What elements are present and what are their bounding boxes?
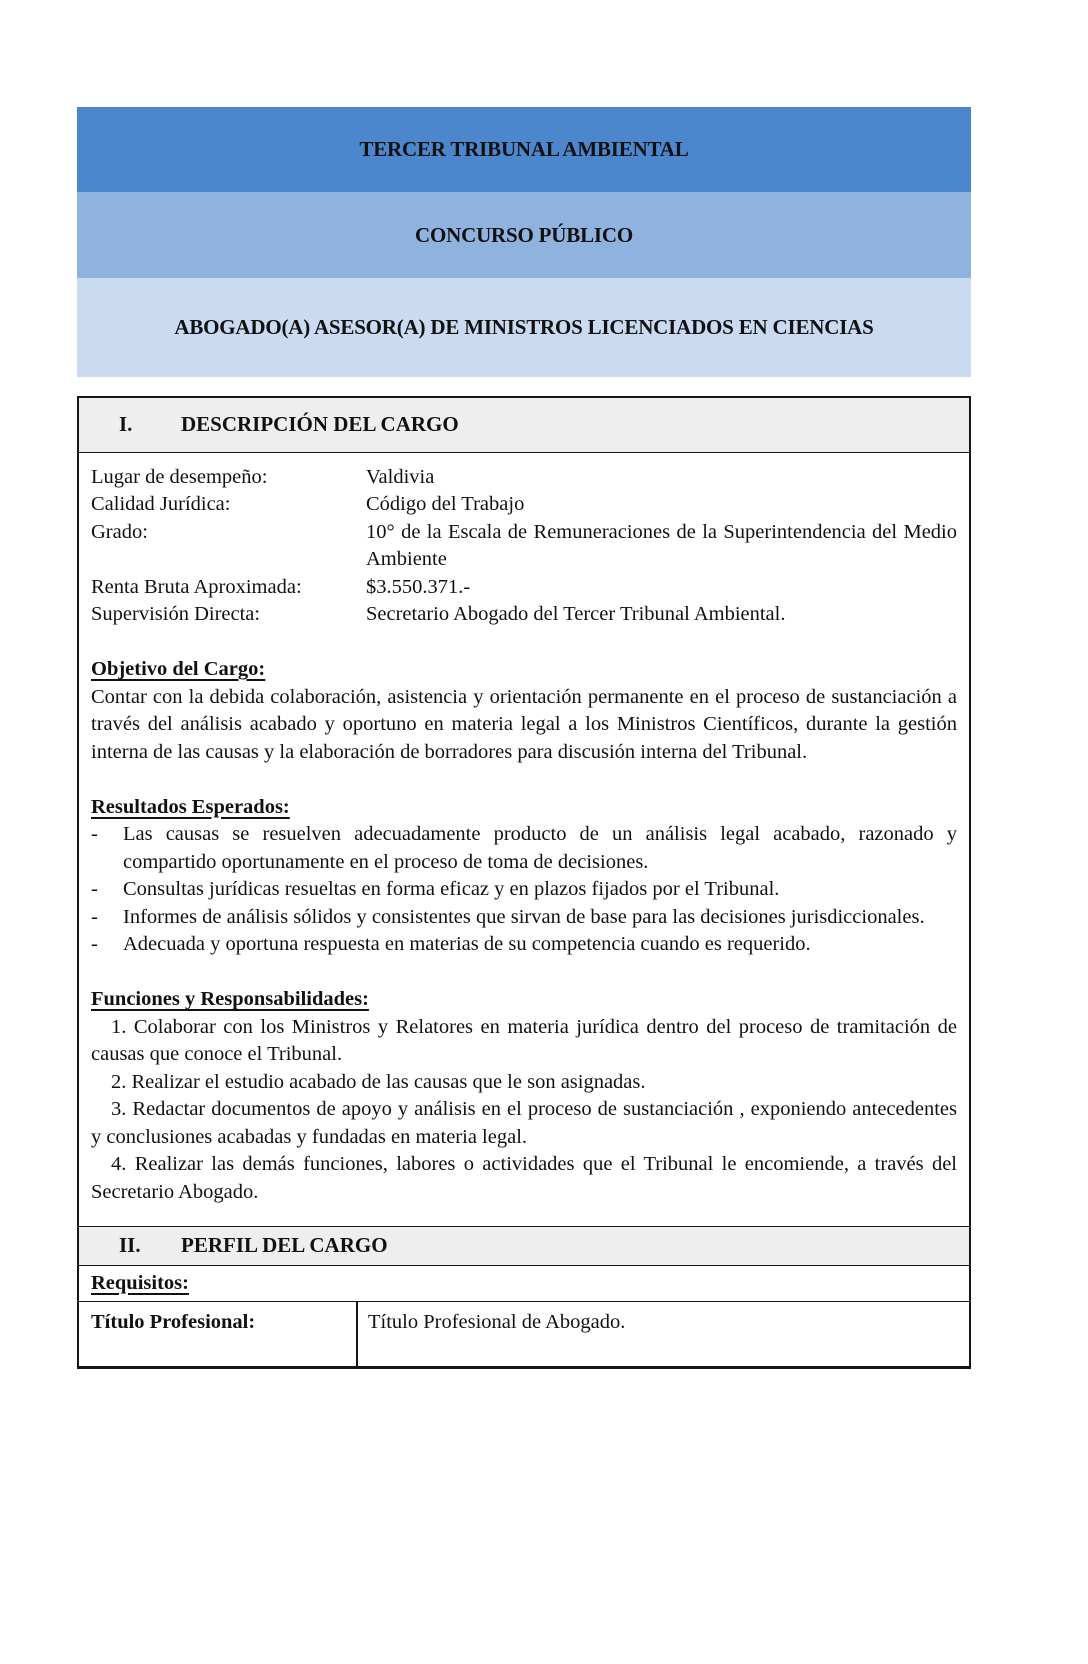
bullet-text: Las causas se resuelven adecuadamente producto de un análisis legal acabado, razonado y compartido oportunamente en el proceso de toma de decisiones. bbox=[123, 823, 957, 873]
field-row-lugar bbox=[91, 464, 957, 492]
field-value: Código del Trabajo bbox=[366, 493, 525, 515]
field-label: Calidad Jurídica: bbox=[91, 493, 231, 515]
header-band-concurso bbox=[77, 192, 971, 278]
bullet-marker: - bbox=[91, 933, 98, 955]
header-band-position bbox=[77, 278, 971, 377]
requirement-value-cell: Título Profesional de Abogado. bbox=[368, 1311, 626, 1333]
list-item: 4. Realizar las demás funciones, labores o actividades que el Tribunal le encomiende, a través del Secretario Abogado. bbox=[91, 1153, 957, 1203]
concurso-title: CONCURSO PÚBLICO bbox=[415, 222, 633, 247]
document-content bbox=[77, 107, 971, 1369]
funciones-heading-text: Funciones y Responsabilidades: bbox=[91, 988, 369, 1010]
objetivo-paragraph: Contar con la debida colaboración, asistencia y orientación permanente en el proceso de sustanciación a través del análisis acabado y oportuno en materia legal a los Ministros Científicos, durante la gestión interna de las causas y la elaboración de borradores para discusión interna del Tribunal. bbox=[91, 685, 957, 763]
field-label: Lugar de desempeño: bbox=[91, 465, 268, 488]
document-header bbox=[77, 107, 971, 377]
section-1-header bbox=[79, 398, 969, 453]
list-item bbox=[91, 904, 957, 932]
field-row-renta bbox=[91, 574, 957, 602]
position-title: ABOGADO(A) ASESOR(A) DE MINISTROS LICENCIADOS EN CIENCIAS bbox=[174, 315, 874, 339]
list-item bbox=[91, 931, 957, 959]
requisitos-heading: Requisitos: bbox=[91, 1271, 189, 1294]
field-label: Supervisión Directa: bbox=[91, 603, 261, 625]
field-value: 10° de la Escala de Remuneraciones de la Superintendencia del Medio Ambiente bbox=[366, 520, 957, 570]
objetivo-block bbox=[91, 656, 957, 766]
field-row-supervision bbox=[91, 601, 957, 629]
table-row bbox=[79, 1301, 969, 1366]
main-table bbox=[77, 396, 971, 1369]
field-label: Renta Bruta Aproximada: bbox=[91, 575, 302, 598]
bullet-text: Informes de análisis sólidos y consistentes que sirvan de base para las decisiones jurisdiccionales. bbox=[123, 905, 925, 928]
job-fields bbox=[91, 464, 957, 629]
list-item: 2. Realizar el estudio acabado de las causas que le son asignadas. bbox=[111, 1070, 646, 1093]
resultados-heading-text: Resultados Esperados: bbox=[91, 795, 290, 818]
requirement-label-cell: Título Profesional: bbox=[79, 1302, 358, 1366]
list-item: 3. Redactar documentos de apoyo y análisis en el proceso de sustanciación , exponiendo antecedentes y conclusiones acabadas y fundadas en materia legal. bbox=[91, 1098, 957, 1148]
field-row-grado bbox=[91, 519, 957, 574]
list-item: 1. Colaborar con los Ministros y Relatores en materia jurídica dentro del proceso de tramitación de causas que conoce el Tribunal. bbox=[91, 1015, 957, 1065]
bullet-text: Adecuada y oportuna respuesta en materias de su competencia cuando es requerido. bbox=[123, 933, 811, 955]
bullet-marker: - bbox=[91, 878, 98, 900]
field-value: $3.550.371.- bbox=[366, 575, 471, 598]
objetivo-heading bbox=[91, 656, 957, 684]
funciones-block bbox=[91, 986, 957, 1206]
bullet-marker: - bbox=[91, 823, 98, 845]
bullet-marker: - bbox=[91, 905, 98, 928]
section-2-number: II. bbox=[119, 1233, 141, 1257]
list-item bbox=[91, 876, 957, 904]
header-band-institution bbox=[77, 107, 971, 192]
list-item bbox=[91, 821, 957, 876]
section-1-body bbox=[79, 453, 969, 1227]
objetivo-heading-text: Objetivo del Cargo: bbox=[91, 658, 266, 680]
field-label: Grado: bbox=[91, 520, 148, 543]
requisitos-row bbox=[79, 1265, 969, 1302]
field-value: Valdivia bbox=[366, 465, 435, 488]
section-2-header bbox=[79, 1226, 969, 1265]
bullet-text: Consultas jurídicas resueltas en forma eficaz y en plazos fijados por el Tribunal. bbox=[123, 878, 780, 900]
institution-title: TERCER TRIBUNAL AMBIENTAL bbox=[359, 137, 689, 161]
section-1-title: DESCRIPCIÓN DEL CARGO bbox=[181, 412, 459, 436]
funciones-heading bbox=[91, 986, 957, 1014]
section-2-title: PERFIL DEL CARGO bbox=[181, 1233, 388, 1257]
resultados-block bbox=[91, 794, 957, 959]
section-1-number: I. bbox=[119, 412, 133, 436]
field-row-calidad bbox=[91, 491, 957, 519]
resultados-heading bbox=[91, 794, 957, 822]
field-value: Secretario Abogado del Tercer Tribunal Ambiental. bbox=[366, 603, 786, 625]
